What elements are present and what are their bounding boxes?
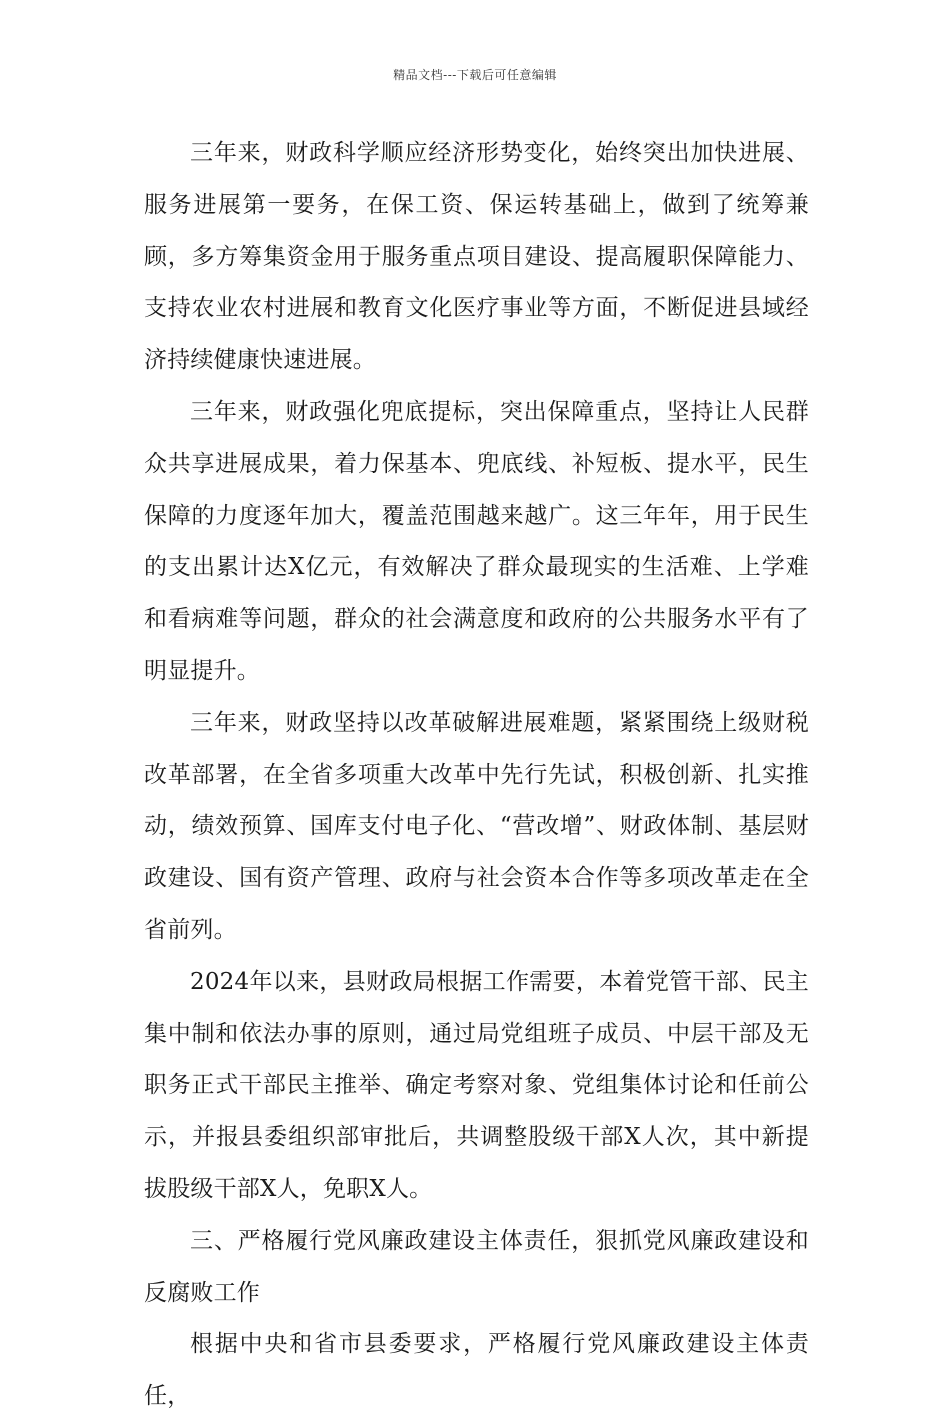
paragraph-fiscal-reform: 三年来，财政坚持以改革破解进展难题，紧紧围绕上级财税改革部署，在全省多项重大改革中先行先试，积极创新、扎实推动，绩效预算、国库支付电子化、“营改增”、财政体制、基层财政建设、国有资产管理、政府与社会资本合作等多项改革走在全省前列。 [144,709,809,943]
document-body [144,128,809,1423]
paragraph-responsibility: 根据中央和省市县委要求，严格履行党风廉政建设主体责任， [144,1331,809,1410]
paragraph-livelihood-guarantee: 三年来，财政强化兜底提标，突出保障重点，坚持让人民群众共享进展成果，着力保基本、兜底线、补短板、提水平，民生保障的力度逐年加大，覆盖范围越来越广。这三年年，用于民生的支出累计达X亿元，有效解决了群众最现实的生活难、上学难和看病难等问题，群众的社会满意度和政府的公共服务水平有了明显提升。 [144,398,809,684]
page-header: 精品文档---下载后可任意编辑 [393,68,557,82]
paragraph-fiscal-development: 三年来，财政科学顺应经济形势变化，始终突出加快进展、服务进展第一要务，在保工资、保运转基础上，做到了统筹兼顾，多方筹集资金用于服务重点项目建设、提高履职保障能力、支持农业农村进展和教育文化医疗事业等方面，不断促进县域经济持续健康快速进展。 [144,140,809,374]
section-heading-anti-corruption: 三、严格履行党风廉政建设主体责任，狠抓党风廉政建设和反腐败工作 [144,1227,809,1306]
paragraph-cadre-adjustment: 2024年以来，县财政局根据工作需要，本着党管干部、民主集中制和依法办事的原则，通过局党组班子成员、中层干部及无职务正式干部民主推举、确定考察对象、党组集体讨论和任前公示，并报县委组织部审批后，共调整股级干部X人次，其中新提拔股级干部X人，免职X人。 [144,968,809,1202]
